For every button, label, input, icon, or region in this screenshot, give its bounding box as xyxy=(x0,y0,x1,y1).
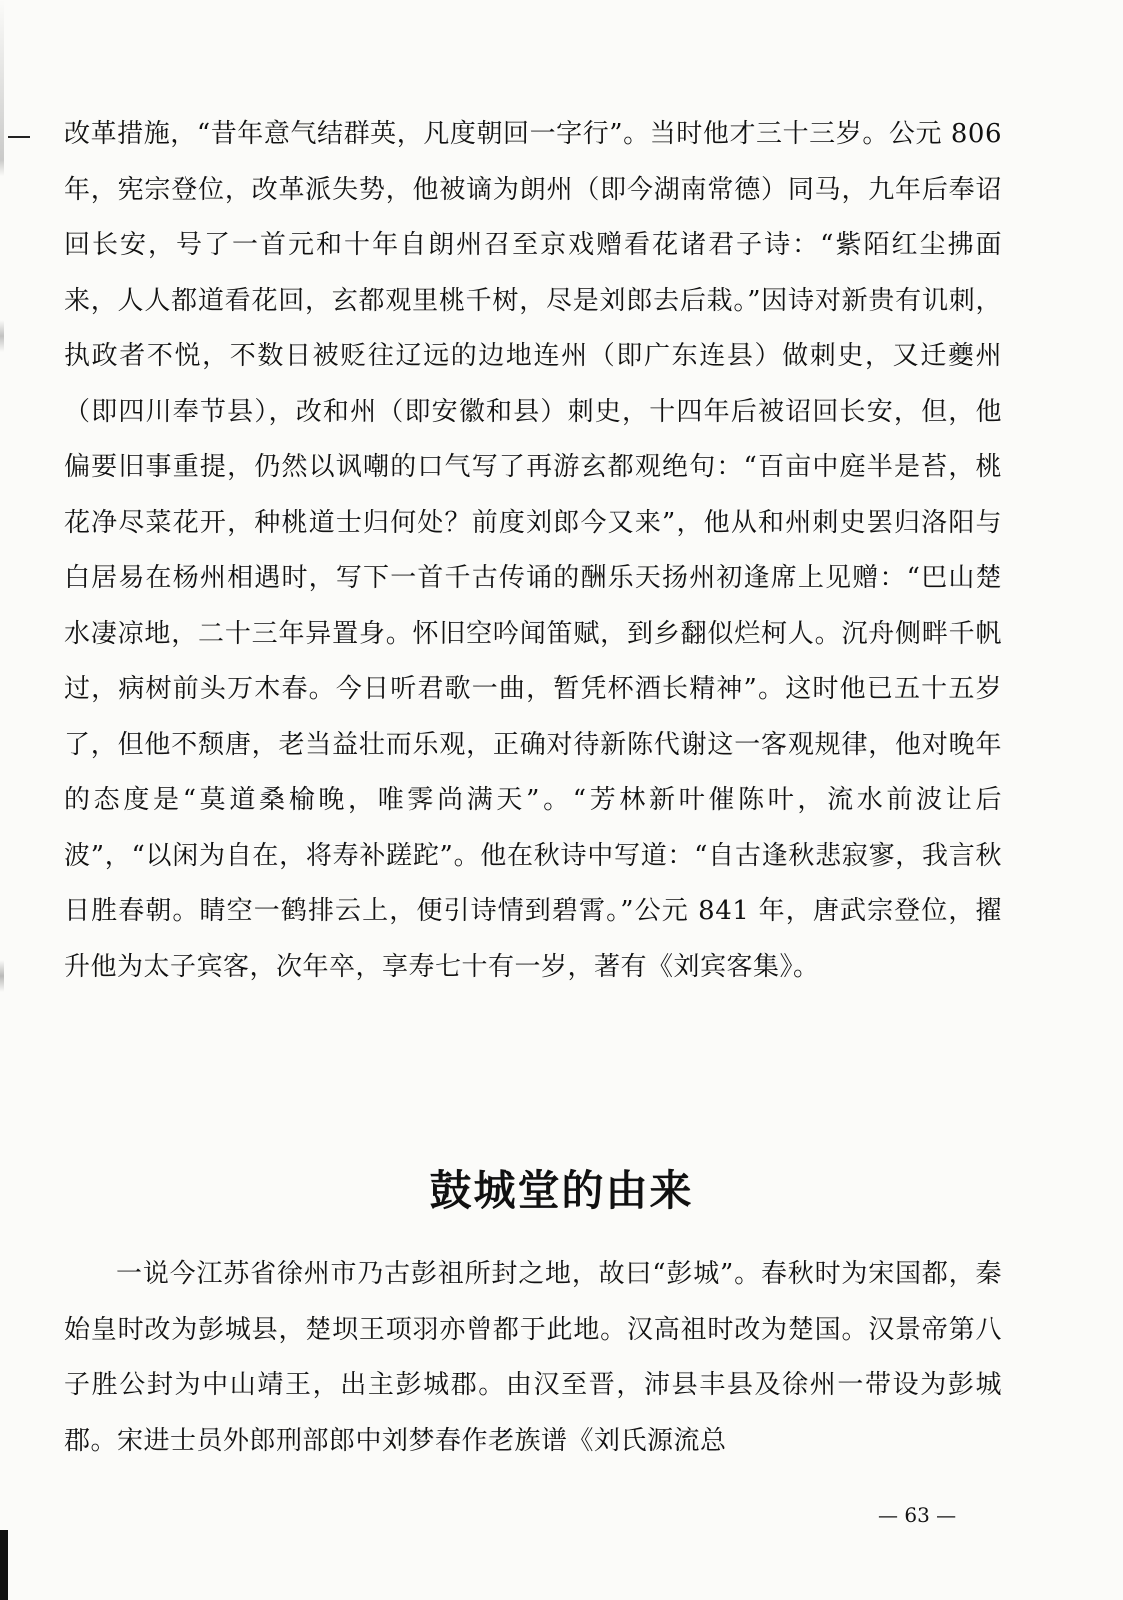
scan-corner-shadow xyxy=(0,1530,8,1600)
section-title: 鼓城堂的由来 xyxy=(429,1166,694,1215)
scan-edge-shadow xyxy=(0,0,4,1600)
page-number: — 63 — xyxy=(878,1503,957,1527)
body-paragraph-1: 改革措施，“昔年意气结群英，凡度朝回一字行”。当时他才三十三岁。公元 806 年，宪宗登位，改革派失势，他被谪为朗州（即今湖南常德）同马，九年后奉诏回长安，号了一首元和十年自朗州召至京戏赠看花诸君子诗：“紫陌红尘拂面来，人人都道看花回，玄都观里桃千树，尽是刘郎去后栽。”因诗对新贵有讥刺，执政者不悦，不数日被贬往辽远的边地连州（即广东连县）做刺史，又迁夔州（即四川奉节县），改和州（即安徽和县）刺史，十四年后被诏回长安，但，他偏要旧事重提，仍然以讽嘲的口气写了再游玄都观绝句：“百亩中庭半是苔，桃花净尽菜花开，种桃道士归何处？前度刘郎今又来”，他从和州刺史罢归洛阳与白居易在杨州相遇时，写下一首千古传诵的酬乐天扬州初逢席上见赠：“巴山楚水凄凉地，二十三年异置身。怀旧空吟闻笛赋，到乡翻似烂柯人。沉舟侧畔千帆过，病树前头万木春。今日听君歌一曲，暂凭杯酒长精神”。这时他已五十五岁了，但他不颓唐，老当益壮而乐观，正确对待新陈代谢这一客观规律，他对晚年的态度是“莫道桑榆晚，唯霁尚满天”。“芳林新叶催陈叶，流水前波让后波”，“以闲为自在，将寿补蹉跎”。他在秋诗中写道：“自古逢秋悲寂寥，我言秋日胜春朝。睛空一鹤排云上，便引诗情到碧霄。”公元 841 年，唐武宗登位，擢升他为太子宾客，次年卒，享寿七十有一岁，著有《刘宾客集》。 xyxy=(64,119,1011,982)
body-paragraph-2: 一说今江苏省徐州市乃古彭祖所封之地，故曰“彭城”。春秋时为宋国都，秦始皇时改为彭城县，楚坝王项羽亦曾都于此地。汉高祖时改为楚国。汉景帝第八子胜公封为中山靖王，出主彭城郡。由汉至晋，沛县丰县及徐州一带设为彭城郡。宋进士员外郎刑部郎中刘梦春作老族谱《刘氏源流总 xyxy=(64,1259,1002,1456)
margin-mark xyxy=(8,136,30,138)
